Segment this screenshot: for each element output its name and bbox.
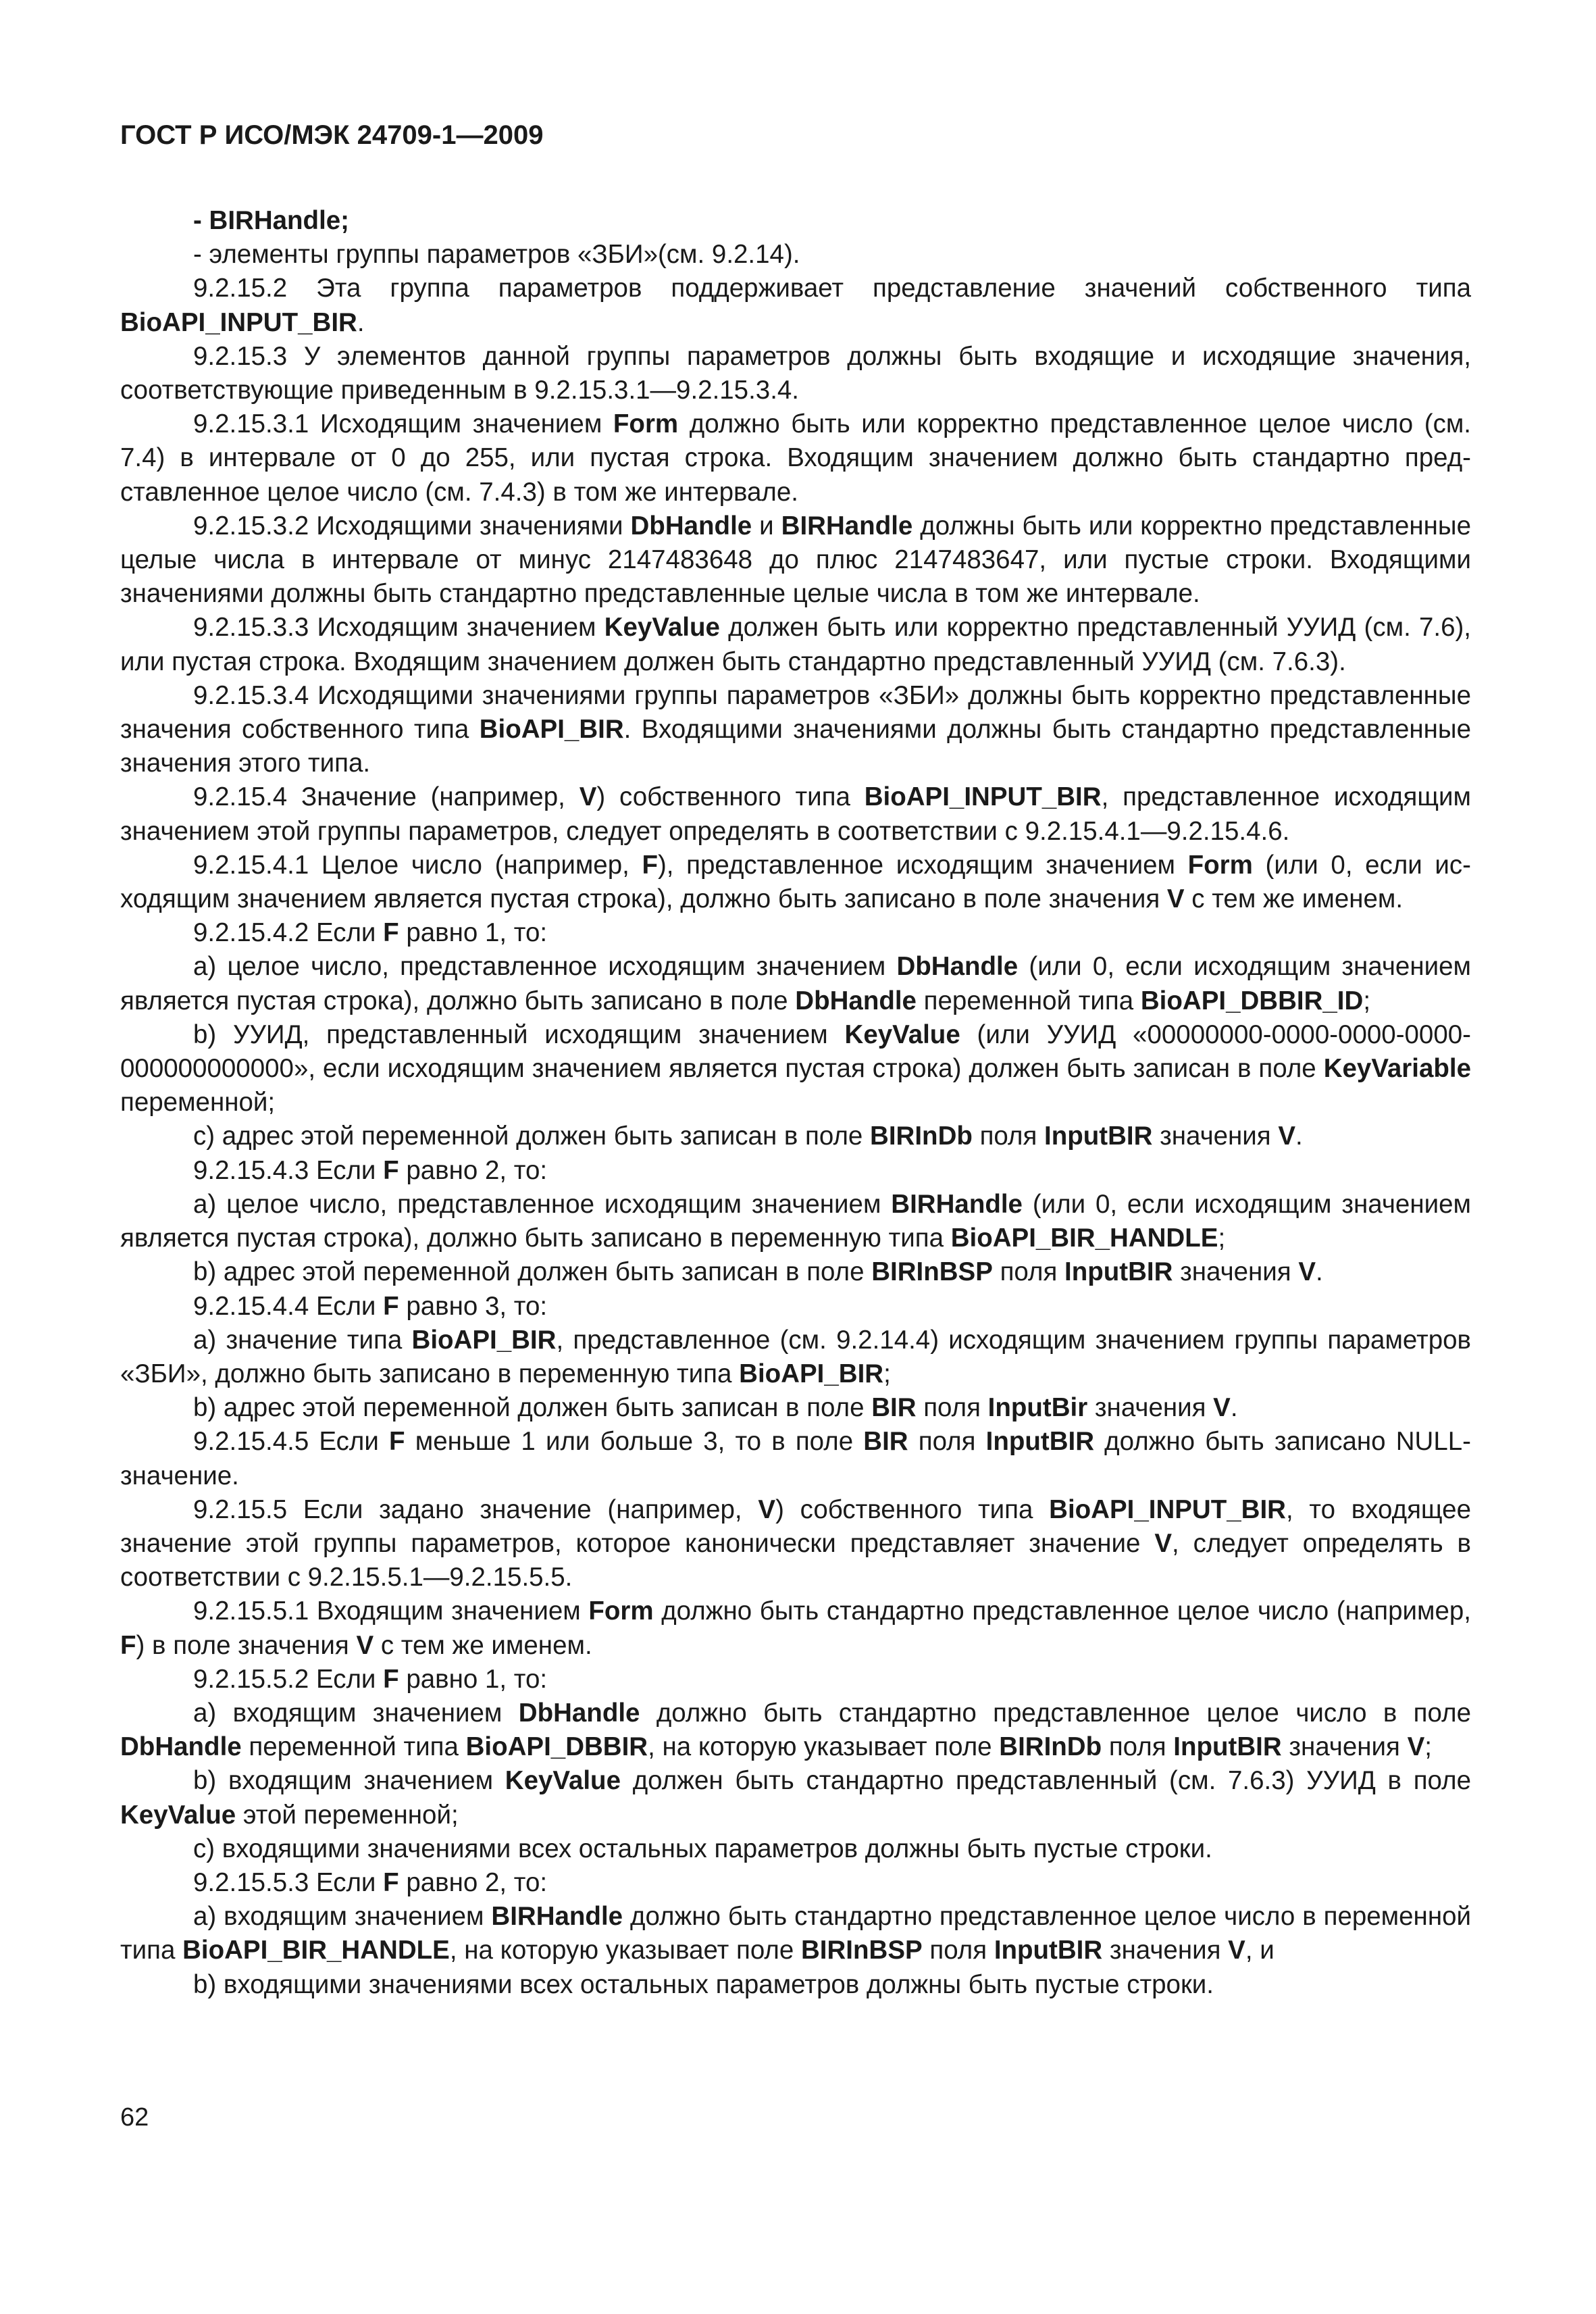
paragraph: 9.2.15.4 Значение (например, V) собственного типа BioAPI_INPUT_BIR, представленное исходящим значением этой группы параметров, следует определять в соответствии с 9.2.15.4.1—9.2.15.4.6. [120,782,1472,846]
paragraph: 9.2.15.3.1 Исходящим значением Form должно быть или корректно представленное целое число (см. 7.4) в интервале от 0 до 255, или пустая строка. Входящим значением должно быть стандартно представленное целое число (см. 7.4.3) в том же интервале. [120,409,1471,507]
bold-term: DbHandle [795,986,917,1015]
bold-term: DbHandle [896,952,1019,982]
bold-term: KeyValue [844,1020,960,1049]
bold-term: BIRHandle [781,511,913,540]
paragraph: 9.2.15.3.4 Исходящими значениями группы параметров «ЗБИ» должны быть корректно представленные значения собственного типа BioAPI_BIR. Входящими значениями должны быть стандартно представленные значения этого типа. [120,680,1471,778]
bold-term: InputBIR [994,1936,1103,1965]
bold-term: BioAPI_BIR_HANDLE [182,1936,450,1965]
paragraph: b) входящим значением KeyValue должен быть стандартно представленный (см. 7.6.3) УУИД в поле KeyValue этой переменной; [120,1766,1471,1830]
paragraph: 9.2.15.2 Эта группа параметров поддерживает представление значений собственного типа BioAPI_INPUT_BIR. [120,274,1471,337]
bold-term: V [579,782,597,812]
bold-term: InputBIR [1173,1732,1282,1762]
bold-term: BIR [871,1393,917,1423]
bold-term: BioAPI_BIR [411,1325,557,1355]
bold-term: DbHandle [518,1698,640,1728]
bold-term: BioAPI_BIR [739,1359,884,1388]
bold-term: KeyValue [505,1766,621,1796]
bold-term: V [356,1630,374,1660]
bold-term: BioAPI_INPUT_BIR [1049,1494,1286,1524]
bold-term: BioAPI_DBBIR [465,1732,648,1762]
bold-term: V [1407,1732,1425,1762]
bold-term: V [1154,1528,1172,1558]
bold-term: InputBIR [1044,1122,1153,1151]
bold-term: BIRHandle [891,1189,1023,1219]
paragraph: 9.2.15.5.3 Если F равно 2, то: [193,1867,548,1897]
paragraph: 9.2.15.4.1 Целое число (например, F), представленное исходящим значением Form (или 0, если исходящим значением является пустая строка), должно быть записано в поле значения V с тем же именем. [120,850,1471,914]
paragraph [120,204,1471,238]
paragraph: a) входящим значением BIRHandle должно быть стандартно представленное целое число в переменной типа BioAPI_BIR_HANDLE, на которую указывает поле BIRInBSP поля InputBIR значения V, и [120,1902,1471,1965]
bold-term: F [383,1867,399,1897]
bold-term: BIRInDb [870,1122,973,1151]
bold-term: BioAPI_DBBIR_ID [1140,986,1364,1015]
paragraph: 9.2.15.3.3 Исходящим значением KeyValue должен быть или корректно представленный УУИД (см. 7.6), или пустая строка. Входящим значением должен быть стандартно представленный УУИД (см. 7.6.3). [120,613,1471,676]
paragraph: a) значение типа BioAPI_BIR, представленное (см. 9.2.14.4) исходящим значением группы параметров «ЗБИ», должно быть записано в переменную типа BioAPI_BIR; [120,1325,1471,1388]
bold-term: Form [613,409,679,439]
bold-term: V [1166,884,1185,914]
paragraph: b) адрес этой переменной должен быть записан в поле BIR поля InputBir значения V. [193,1393,1238,1423]
paragraph: b) адрес этой переменной должен быть записан в поле BIRInBSP поля InputBIR значения V. [193,1257,1323,1287]
bold-term: BIRInBSP [871,1257,993,1287]
paragraph: 9.2.15.5.2 Если F равно 1, то: [193,1664,548,1694]
bold-term: KeyValue [120,1800,236,1830]
paragraph: 9.2.15.4.3 Если F равно 2, то: [193,1155,548,1185]
page-number: 62 [120,2103,149,2132]
bold-term: BioAPI_INPUT_BIR [864,782,1102,812]
paragraph: c) входящими значениями всех остальных параметров должны быть пустые строки. [193,1834,1212,1863]
paragraph: c) адрес этой переменной должен быть записан в поле BIRInDb поля InputBIR значения V. [193,1122,1303,1151]
paragraph: a) входящим значением DbHandle должно быть стандартно представленное целое число в поле DbHandle переменной типа BioAPI_DBBIR, на которую указывает поле BIRInDb поля InputBIR значения V; [120,1698,1471,1762]
bold-term: DbHandle [630,511,752,540]
bold-term: Form [588,1596,654,1626]
document-body [120,204,1471,2002]
paragraph: 9.2.15.4.4 Если F равно 3, то: [193,1291,548,1321]
bold-term: F [120,1630,136,1660]
paragraph: a) целое число, представленное исходящим значением BIRHandle (или 0, если исходящим значением является пустая строка), должно быть записано в переменную типа BioAPI_BIR_HANDLE; [120,1189,1471,1253]
paragraph: b) УУИД, представленный исходящим значением KeyValue (или УУИД «00000000-0000-0000-0000-000000000000», если исходящим значением является пустая строка) должен быть записан в поле KeyVariable переменной; [120,1020,1471,1117]
bold-term: Form [1187,850,1253,880]
bold-term: BIRInBSP [801,1936,923,1965]
bold-term: BioAPI_INPUT_BIR [120,307,357,337]
bold-term: F [383,1155,399,1185]
bold-term: F [389,1427,405,1457]
paragraph: 9.2.15.3 У элементов данной группы параметров должны быть входящие и исходящие значения, соответствующие приведенным в 9.2.15.3.1—9.2.15.3.4. [120,341,1471,405]
bold-term: V [1228,1936,1245,1965]
bold-term: F [383,1291,399,1321]
bold-term: F [383,918,399,948]
bold-term: DbHandle [120,1732,242,1762]
paragraph: a) целое число, представленное исходящим значением DbHandle (или 0, если исходящим значением является пустая строка), должно быть записано в поле DbHandle переменной типа BioAPI_DBBIR_ID; [120,952,1471,1015]
paragraph: b) входящими значениями всех остальных параметров должны быть пустые строки. [193,1969,1214,1999]
bold-term: V [1213,1393,1231,1423]
bold-term: KeyValue [604,613,720,643]
paragraph: 9.2.15.4.5 Если F меньше 1 или больше 3, то в поле BIR поля InputBIR должно быть записано NULL-значение. [120,1427,1471,1490]
bold-term: BioAPI_BIR [479,715,624,745]
paragraph: 9.2.15.5.1 Входящим значением Form должно быть стандартно представленное целое число (например, F) в поле значения V с тем же именем. [120,1596,1471,1660]
bold-term: BIRHandle [491,1902,623,1932]
paragraph: 9.2.15.5 Если задано значение (например, V) собственного типа BioAPI_INPUT_BIR, то входящее значение этой группы параметров, которое канонически представляет значение V, следует определять в соответствии с 9.2.15.5.1—9.2.15.5.5. [120,1494,1472,1592]
bold-term: BIRInDb [999,1732,1102,1762]
bold-term: - BIRHandle; [193,206,349,235]
paragraph: 9.2.15.3.2 Исходящими значениями DbHandle и BIRHandle должны быть или корректно представленные целые числа в интервале от минус 2147483648 до плюс 2147483647, или пустые строки. Входящими значениями должны быть стандартно представленные целые числа в том же интервале. [120,511,1471,609]
bold-term: KeyVariable [1323,1054,1471,1084]
bold-term: F [642,850,658,880]
bold-term: BIR [863,1427,908,1457]
paragraph: 9.2.15.4.2 Если F равно 1, то: [193,918,548,948]
bold-term: BioAPI_BIR_HANDLE [950,1224,1218,1253]
bold-term: InputBir [987,1393,1088,1423]
bold-term: InputBIR [985,1427,1095,1457]
bold-term: InputBIR [1064,1257,1173,1287]
bold-term: V [1298,1257,1316,1287]
bold-term: F [383,1664,399,1694]
document-header: ГОСТ Р ИСО/МЭК 24709-1—2009 [120,120,544,150]
bold-term: V [1278,1122,1296,1151]
bold-term: V [758,1494,776,1524]
paragraph: - элементы группы параметров «ЗБИ»(см. 9.2.14). [193,240,800,270]
